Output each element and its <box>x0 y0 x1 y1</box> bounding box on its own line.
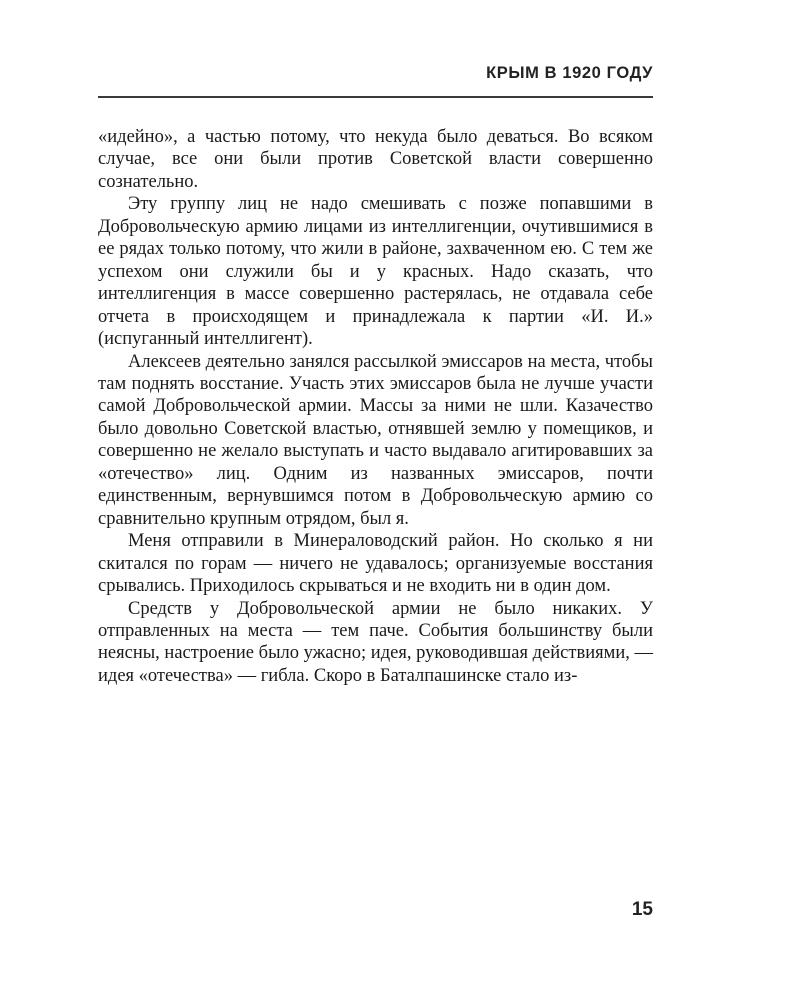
paragraph: Алексеев деятельно занялся рассылкой эмиссаров на места, чтобы там поднять восстание. Участь этих эмиссаров была не лучше участи самой Добровольческой армии. Массы за ними не шли. Казачество было довольно Советской властью, отнявшей землю у помещиков, и совершенно не желало выступать и часто выдавало агитировавших за «отечество» лиц. Одним из названных эмиссаров, почти единственным, вернувшимся потом в Добровольческую армию со сравнительно крупным отрядом, был я. <box>98 351 653 529</box>
header-rule <box>98 96 653 98</box>
paragraph: «идейно», а частью потому, что некуда было деваться. Во всяком случае, все они были против Советской власти совершенно сознательно. <box>98 127 653 192</box>
paragraph: Средств у Добровольческой армии не было никаких. У отправленных на места — тем паче. События большинству были неясны, настроение было ужасно; идея, руководившая действиями, — идея «отечества» — гибла. Скоро в Баталпашинске стало из- <box>98 598 653 686</box>
paragraph: Меня отправили в Минераловодский район. Но сколько я ни скитался по горам — ничего не удавалось; организуемые восстания срывались. Приходилось скрываться и не входить ни в один дом. <box>98 531 653 597</box>
body-text <box>98 126 653 687</box>
page-number: 15 <box>631 899 653 920</box>
paragraph: Эту группу лиц не надо смешивать с позже попавшими в Добровольческую армию лицами из интеллигенции, очутившимися в ее рядах только потому, что жили в районе, захваченном ею. С тем же успехом они служили бы и у красных. Надо сказать, что интеллигенция в массе совершенно растерялась, не отдавала себе отчета в происходящем и принадлежала к партии «И. И.» (испуганный интеллигент). <box>98 194 653 350</box>
running-title: КРЫМ В 1920 ГОДУ <box>486 64 653 82</box>
